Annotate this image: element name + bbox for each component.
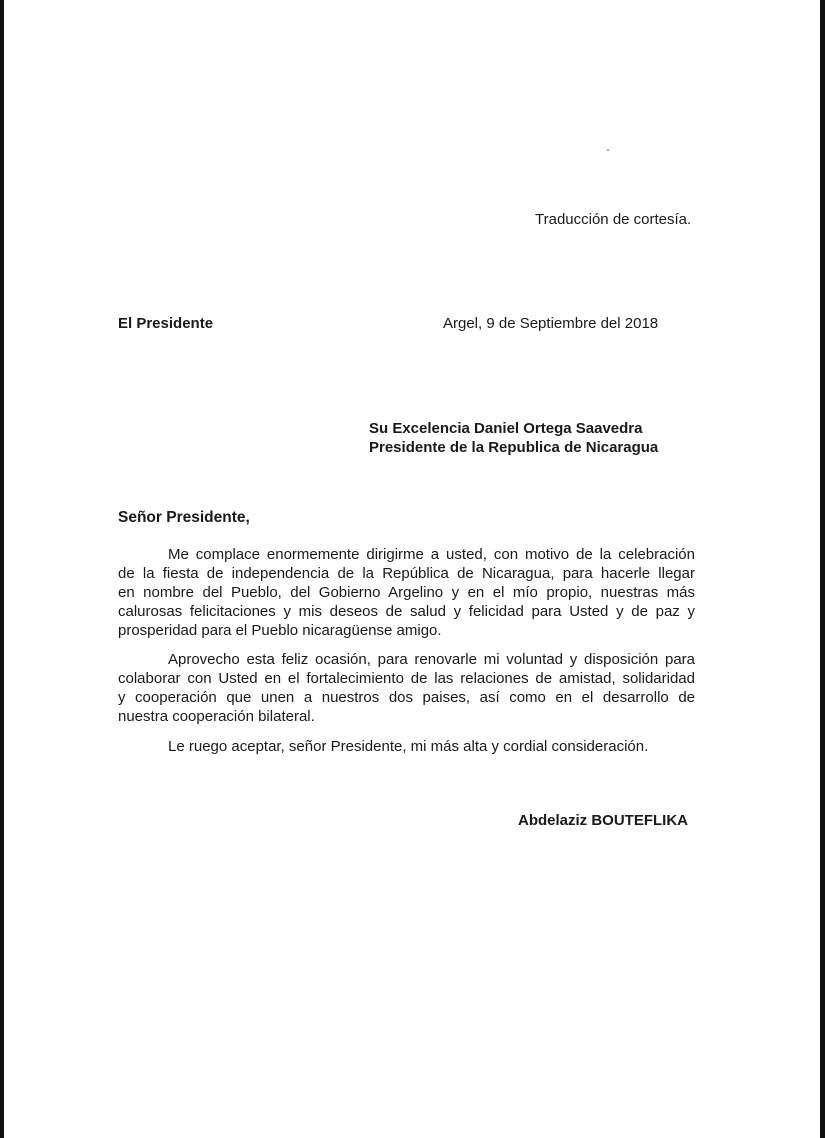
paragraph-line: prosperidad para el Pueblo nicaragüense amigo. [118,622,442,639]
paragraph-line: nuestra cooperación bilateral. [118,708,315,725]
recipient-title: Presidente de la Republica de Nicaragua [369,439,659,456]
paragraph-line: Me complace enormemente dirigirme a usted, con motivo de la celebración [168,546,695,563]
dateline: Argel, 9 de Septiembre del 2018 [443,315,659,332]
recipient-name: Su Excelencia Daniel Ortega Saavedra [369,420,643,437]
paragraph-line: calurosas felicitaciones y mis deseos de salud y felicidad para Usted y de paz y [118,603,695,620]
body-paragraph-1 [118,545,695,640]
salutation: Señor Presidente, [118,509,250,526]
scan-speck [607,149,609,151]
sender-title: El Presidente [118,315,214,332]
paragraph-line: de la fiesta de independencia de la República de Nicaragua, para hacerle llegar [118,565,695,582]
signature-name: Abdelaziz BOUTEFLIKA [518,812,689,829]
closing-line: Le ruego aceptar, señor Presidente, mi más alta y cordial consideración. [168,738,649,755]
body-paragraph-2 [118,650,695,726]
recipient-block [369,419,658,457]
paragraph-line: en nombre del Pueblo, del Gobierno Argelino y en el mío propio, nuestras más [118,584,695,601]
paragraph-line: colaborar con Usted en el fortalecimiento de las relaciones de amistad, solidaridad [118,670,695,687]
courtesy-translation-note: Traducción de cortesía. [535,211,692,228]
paragraph-line: y cooperación que unen a nuestros dos paises, así como en el desarrollo de [118,689,695,706]
scan-edge-left [0,0,4,1138]
paragraph-line: Aprovecho esta feliz ocasión, para renovarle mi voluntad y disposición para [168,651,695,668]
scan-edge-right [820,0,825,1138]
